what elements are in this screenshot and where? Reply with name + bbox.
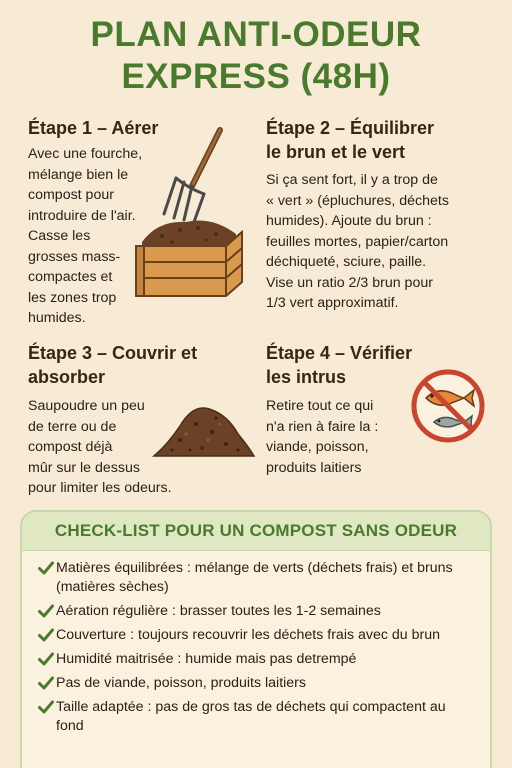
step-3-line: Saupoudre un peu [28, 398, 145, 414]
step-2-line: Si ça sent fort, il y a trop de [266, 172, 438, 188]
step-2-heading [266, 116, 434, 164]
checklist-item-text: Humidité maitrisée : humide mais pas detrempé [56, 651, 357, 667]
step-1-line: Avec une fourche, [28, 146, 143, 162]
step-1-line: les zones trop [28, 289, 117, 306]
checkmark-icon [36, 700, 56, 714]
step-4-text [266, 396, 406, 478]
checklist-items [22, 551, 490, 736]
step-1-line: mélange bien le [28, 166, 129, 183]
checkmark-icon [36, 604, 56, 618]
step-2-text [266, 170, 496, 314]
step-1-line: humides. [28, 310, 86, 326]
checkmark-icon [36, 561, 56, 575]
pitchfork-compost-crate-icon [128, 124, 246, 300]
step-4-heading-line: Étape 4 – Vérifier [266, 343, 413, 363]
step-2-line: « vert » (épluchures, déchets [266, 192, 449, 209]
no-fish-icon [410, 368, 486, 444]
step-2-line: 1/3 vert approximatif. [266, 295, 399, 311]
step-1-heading: Étape 1 – Aérer [28, 118, 159, 138]
checklist-item [36, 602, 490, 621]
checklist-item [36, 698, 490, 736]
checkmark-icon [36, 652, 56, 666]
page-title [0, 14, 512, 98]
step-4-heading-line: les intrus [266, 367, 347, 387]
step-4-line: n'a rien à faire la : [266, 418, 379, 435]
step-3-line: de terre ou de [28, 418, 117, 435]
step-3-heading-line: Étape 3 – Couvrir et [28, 343, 198, 363]
checklist-item [36, 626, 490, 645]
checklist-item [36, 650, 490, 669]
step-2-line: déchiqueté, sciure, paille. [266, 254, 427, 270]
step-1-line: Casse les [28, 228, 91, 244]
step-3-heading [28, 341, 197, 389]
step-1-line: compactes et [28, 269, 113, 285]
checklist-item-text: Taille adaptée : pas de gros tas de déchets qui compactent au fond [56, 699, 446, 734]
step-1-line: compost pour [28, 187, 114, 203]
step-1-line: introduire de l'air. [28, 207, 136, 224]
checklist-item-text: Couverture : toujours recouvrir les déchets frais avec du brun [56, 627, 441, 643]
checklist-item-text: Matières équilibrées : mélange de verts (déchets frais) et bruns (matières sèches) [56, 560, 453, 595]
step-4-line: Retire tout ce qui [266, 398, 374, 414]
step-4-line: produits laitiers [266, 459, 362, 476]
step-3-line: compost déjà [28, 439, 113, 455]
step-3-heading-line: absorber [28, 367, 106, 387]
step-3-line: mûr sur le dessus [28, 459, 140, 476]
step-2-heading-line: le brun et le vert [266, 142, 406, 162]
step-2-line: feuilles mortes, papier/carton [266, 233, 449, 250]
step-1-line: grosses mass- [28, 248, 121, 265]
checklist-title: CHECK-LIST POUR UN COMPOST SANS ODEUR [22, 512, 490, 551]
checkmark-icon [36, 628, 56, 642]
checklist-item [36, 674, 490, 693]
checklist-panel [20, 510, 492, 768]
title-line-1: PLAN ANTI-ODEUR [90, 15, 422, 54]
checklist-item-text: Aération régulière : brasser toutes les 1-2 semaines [56, 603, 381, 619]
step-3-line: pour limiter les odeurs. [28, 480, 172, 496]
step-4-line: viande, poisson, [266, 439, 369, 455]
checklist-item-text: Pas de viande, poisson, produits laitiers [56, 675, 306, 691]
step-2-line: Vise un ratio 2/3 brun pour [266, 274, 433, 291]
title-line-2: EXPRESS (48H) [121, 57, 391, 96]
step-4-heading [266, 341, 412, 389]
step-2-line: humides). Ajoute du brun : [266, 213, 432, 229]
checklist-item [36, 559, 490, 597]
soil-pile-icon [150, 396, 256, 462]
checkmark-icon [36, 676, 56, 690]
step-2-heading-line: Étape 2 – Équilibrer [266, 118, 435, 138]
